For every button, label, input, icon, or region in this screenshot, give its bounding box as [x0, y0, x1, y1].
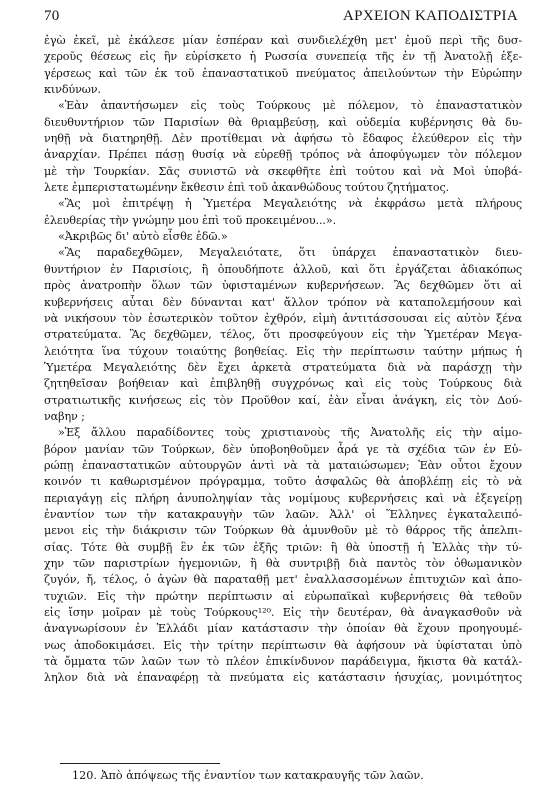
text-line: πρὸς ἀνατροπὴν ὅλων τῶν ὑφισταμένων κυβερνήσεων. Ἂς δεχθῶμεν ὅτι αἱ: [44, 279, 522, 293]
text-line: ἐναντίον των τὴν κατακραυγὴν τῶν λαῶν. Ἀλλ' οἱ Ἕλληνες ἐγκαταλειπό-: [44, 507, 522, 521]
text-line: ζητηθεῖσαν βοήθειαν καὶ ἐπιβληθῇ συγχρόνως καὶ εἰς τοὺς Τούρκους διὰ: [44, 377, 522, 391]
text-line: στρατεύματα. Ἂς δεχθῶμεν, τέλος, ὅτι προσφεύγουν εἰς τὴν Ὑμετέραν Μεγα-: [44, 328, 522, 342]
footnote-divider: [60, 763, 220, 764]
text-line: »Ἐξ ἄλλου παραδίδοντες τοὺς χριστιανοὺς τῆς Ἀνατολῆς εἰς τὴν αἱμο-: [58, 426, 522, 440]
text-line: γέρσεως καὶ τῶν ἐκ τοῦ ἐπαναστατικοῦ πνεύματος ἀπειλούντων τὴν Εὐρώπην: [44, 66, 522, 80]
text-line: ναβην ;: [44, 409, 85, 423]
text-line: λειότητα ἵνα τύχουν τοιαύτης βοηθείας. Εἰς τὴν περίπτωσιν ταύτην μήπως ἡ: [44, 344, 522, 358]
text-line: ζυγόν, ἤ, τέλος, ὁ ἀγὼν θὰ παραταθῇ μετ' ἐναλλασσομένων ἐπιτυχιῶν καὶ ἀπο-: [44, 573, 522, 587]
text-line: «Ἐὰν ἀπαντήσωμεν εἰς τοὺς Τούρκους μὲ πόλεμον, τὸ ἐπαναστατικὸν: [58, 99, 522, 113]
text-line: μενοι εἰς τὴν διάκρισιν τῶν Τούρκων θὰ ἀμυνθοῦν μὲ τὸ θάρρος τῆς ἀπελπι-: [44, 524, 522, 538]
text-line: ἀναρχίαν. Πρέπει πάσῃ θυσίᾳ νὰ εὑρεθῇ τρόπος νὰ ἀποφύγωμεν τὸν πόλεμον: [44, 148, 522, 162]
text-line: χεροῦς θέσεως εἰς ἣν εὑρίσκετο ἡ Ρωσσία συνεπείᾳ τῆς ἐν τῇ Ἀνατολῇ ἐξε-: [44, 50, 522, 64]
text-line: ἐγὼ ἐκεῖ, μὲ ἐκάλεσε μίαν ἑσπέραν καὶ συνδιελέχθη μετ' ἐμοῦ περὶ τῆς δυσ-: [44, 34, 522, 47]
text-line: «Ἂς παραδεχθῶμεν, Μεγαλειότατε, ὅτι ὑπάρχει ἐπαναστατικὸν διευ-: [58, 246, 522, 260]
text-line: χην τῶν παριστρίων ἡγεμονιῶν, ἢ θὰ συντριβῇ διὰ παντὸς τὸν ὀθωμανικὸν: [44, 557, 522, 570]
text-line: στρατιωτικῆς κινήσεως εἰς τὸν Προῦθον καί, ἐὰν εἶναι ἀνάγκη, εἰς τὸν Δού-: [44, 393, 522, 407]
text-line: ἀναγνωρίσουν ἐν Ἑλλάδι μίαν κατάστασιν τὴν ὁποίαν θὰ ἔχουν προηγουμέ-: [44, 622, 522, 636]
text-line: κοινόν τι καθωρισμένον πρόγραμμα, τοῦτο ἀσφαλῶς θὰ ἀποβλέπῃ εἰς τὸ νὰ: [44, 475, 522, 489]
text-line: κυβερνήσεις αὗται δὲν δύνανται κατ' ἄλλον τρόπον νὰ καταπολεμήσουν καὶ: [44, 295, 522, 309]
text-line: Ὑμετέρα Μεγαλειότης δὲν ἔχει ἀρκετὰ στρατεύματα διὰ νὰ παράσχῃ τὴν: [44, 360, 522, 374]
text-line: ἐλευθερίας τὴν γνώμην μου ἐπὶ τοῦ προκειμένου...».: [44, 213, 337, 227]
text-line: τυχιῶν. Εἰς τὴν πρώτην περίπτωσιν αἱ εὐρωπαϊκαὶ κυβερνήσεις θὰ τεθοῦν: [44, 589, 522, 603]
page-number: 70: [44, 8, 60, 24]
text-line: «Ἀκριβῶς δι' αὐτὸ εἶσθε ἐδῶ.»: [58, 230, 228, 244]
text-line: «Ἂς μοὶ ἐπιτρέψῃ ἡ Ὑμετέρα Μεγαλειότης νὰ ἐκφράσω μετὰ πλήρους: [58, 197, 522, 211]
text-line: θυντήριον ἐν Παρισίοις, ἢ ὁπουδήποτε ἀλλοῦ, καὶ ὅτι ἐργάζεται ἀδιακόπως: [44, 262, 522, 276]
text-line: τὰ ὄμματα τῶν λαῶν των τὸ πλέον ἐπικίνδυνον παράδειγμα, ἥκιστα θὰ κατάλ-: [44, 655, 522, 669]
text-line: εἰς ἴσην μοῖραν μὲ τοὺς Τούρκους¹²⁰. Εἰς τὴν δευτέραν, θὰ ἀναγκασθοῦν νὰ: [44, 606, 522, 620]
footnote: 120. Ἀπὸ ἀπόψεως τῆς ἐναντίον των κατακραυγῆς τῶν λαῶν.: [72, 769, 424, 782]
text-line: νηθῇ νὰ διατηρηθῇ. Δὲν προτίθεμαι νὰ ἀφήσω τὸ ἔδαφος ἐλεύθερον εἰς τὴν: [44, 132, 522, 146]
body-text: [44, 33, 522, 687]
text-line: σίας. Τότε θὰ συμβῇ ἓν ἐκ τῶν ἑξῆς τριῶν: ἢ θὰ ὑποστῇ ἡ Ἑλλὰς τὴν τύ-: [44, 540, 522, 554]
text-line: κινδύνων.: [44, 83, 101, 97]
running-head: ΑΡΧΕΙΟΝ ΚΑΠΟΔΙΣΤΡΙΑ: [343, 8, 518, 24]
text-line: νως ἀποδοκιμάσει. Εἰς τὴν τρίτην περίπτωσιν θὰ ἀφήσουν νὰ ὑφίσταται ὑπὸ: [44, 638, 522, 652]
page-header: [44, 4, 518, 26]
text-line: ρώπῃ ἐπαναστατικῶν αὐτουργῶν ἀντὶ νὰ τὰ ματαιώσωμεν; Ἐὰν οὗτοι ἔχουν: [44, 458, 522, 472]
text-line: νὰ νικήσουν τὸν ἐσωτερικὸν τοῦτον ἐχθρόν, εἰμὴ ἀντιτάσσουσαι εἰς αὐτὸν ξένα: [44, 311, 522, 325]
text-line: λετε ἐμπεριστατωμένην ἔκθεσιν ἐπὶ τοῦ ἀκανθώδους τούτου ζητήματος.: [44, 181, 450, 195]
text-line: διευθυντήριον τῶν Παρισίων θὰ θριαμβεύσῃ, καὶ οὐδεμία κυβέρνησις θὰ δυ-: [44, 115, 522, 129]
text-line: ληλον διὰ νὰ ἐπαναφέρῃ τὰ πνεύματα εἰς κατάστασιν ἡσυχίας, μονιμότητος: [44, 671, 522, 685]
text-line: βόρον μανίαν τῶν Τούρκων, δὲν ὑποβοηθοῦμεν ἆρά γε τὰ σχέδια τῶν ἐν Εὐ-: [44, 442, 522, 456]
text-line: μὲ τὴν Τουρκίαν. Σᾶς συνιστῶ νὰ σκεφθῆτε ἐπὶ τούτου καὶ νὰ Μοὶ ὑποβά-: [44, 164, 522, 178]
text-line: περιαγάγῃ εἰς πλήρη ἀνυποληψίαν τὰς νομίμους κυβερνήσεις καὶ νὰ ἐξεγείρῃ: [44, 491, 522, 505]
